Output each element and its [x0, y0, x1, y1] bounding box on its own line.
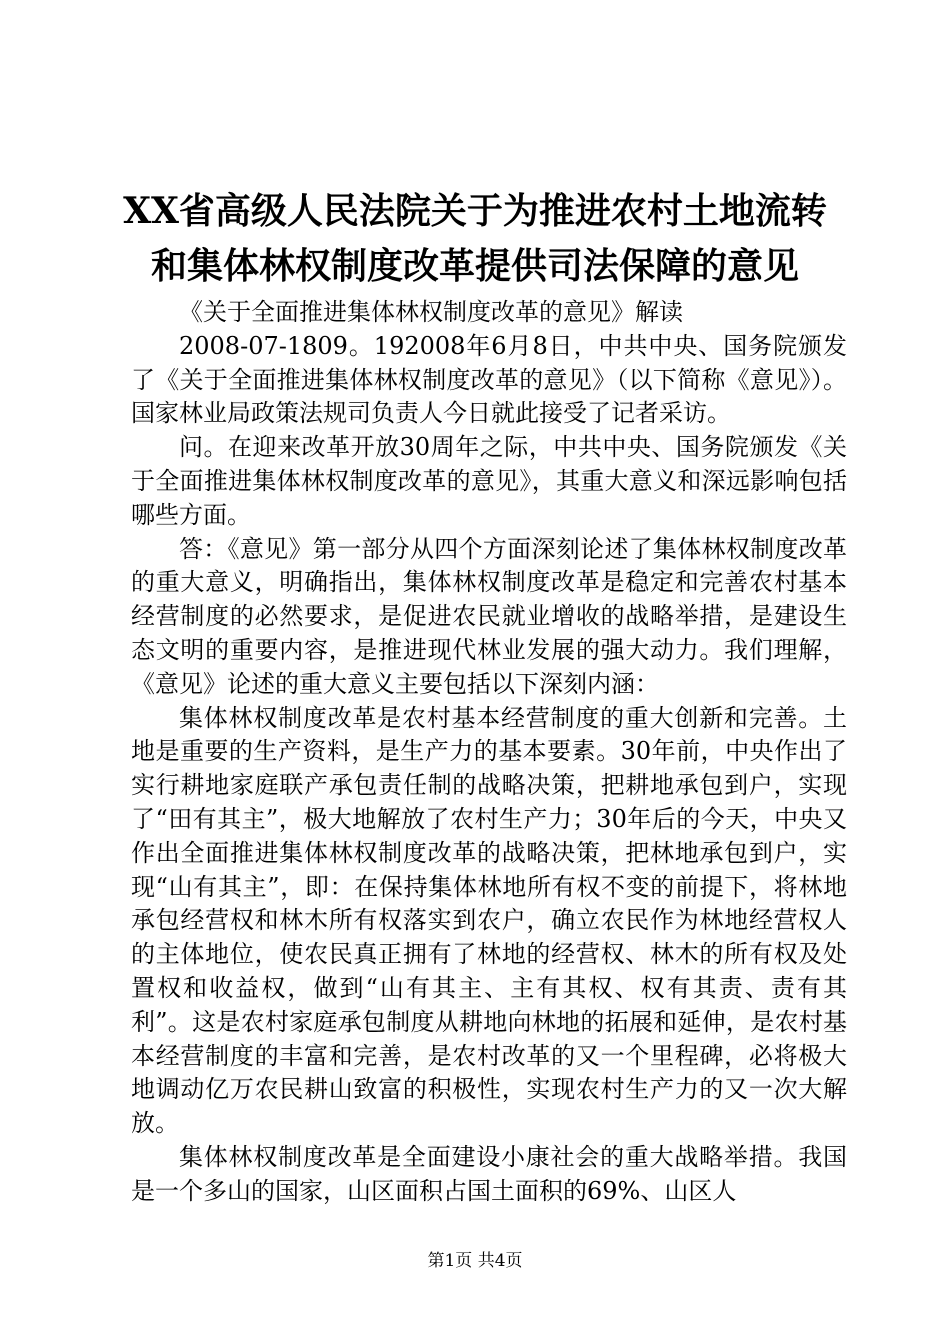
- paragraph: 集体林权制度改革是农村基本经营制度的重大创新和完善。土地是重要的生产资料，是生产力的基本要素。30年前，中央作出了实行耕地家庭联产承包责任制的战略决策，把耕地承包到户，实现了“田有其主”，极大地解放了农村生产力；30年后的今天，中央又作出全面推进集体林权制度改革的战略决策，把林地承包到户，实现“山有其主”，即：在保持集体林地所有权不变的前提下，将林地承包经营权和林木所有权落实到农户，确立农民作为林地经营权人的主体地位，使农民真正拥有了林地的经营权、林木的所有权及处置权和收益权，做到“山有其主、主有其权、权有其责、责有其利”。这是农村家庭承包制度从耕地向林地的拓展和延伸，是农村基本经营制度的丰富和完善，是农村改革的又一个里程碑，必将极大地调动亿万农民耕山致富的积极性，实现农村生产力的又一次大解放。: [131, 703, 847, 1138]
- document-title-line-1: XX省高级人民法院关于为推进农村土地流转: [123, 190, 827, 232]
- paragraph: 2008-07-1809。192008年6月8日，中共中央、国务院颁发了《关于全面推进集体林权制度改革的意见》（以下简称《意见》）。国家林业局政策法规司负责人今日就此接受了记者采访。: [131, 331, 847, 428]
- paragraph-subtitle: 《关于全面推进集体林权制度改革的意见》解读: [179, 298, 683, 326]
- document-body: [131, 296, 847, 1209]
- page-number-footer: 第1页 共4页: [427, 1251, 523, 1271]
- paragraph-answer: 答：《意见》第一部分从四个方面深刻论述了集体林权制度改革的重大意义，明确指出，集体林权制度改革是稳定和完善农村基本经营制度的必然要求，是促进农民就业增收的战略举措，是建设生态文明的重要内容，是推进现代林业发展的强大动力。我们理解，《意见》论述的重大意义主要包括以下深刻内涵：: [131, 534, 847, 698]
- paragraph-question: 问。在迎来改革开放30周年之际，中共中央、国务院颁发《关于全面推进集体林权制度改革的意见》，其重大意义和深远影响包括哪些方面。: [131, 433, 847, 529]
- paragraph: 集体林权制度改革是全面建设小康社会的重大战略举措。我国是一个多山的国家，山区面积占国土面积的69%、山区人: [131, 1142, 847, 1205]
- document-title-line-2: 和集体林权制度改革提供司法保障的意见: [150, 245, 799, 287]
